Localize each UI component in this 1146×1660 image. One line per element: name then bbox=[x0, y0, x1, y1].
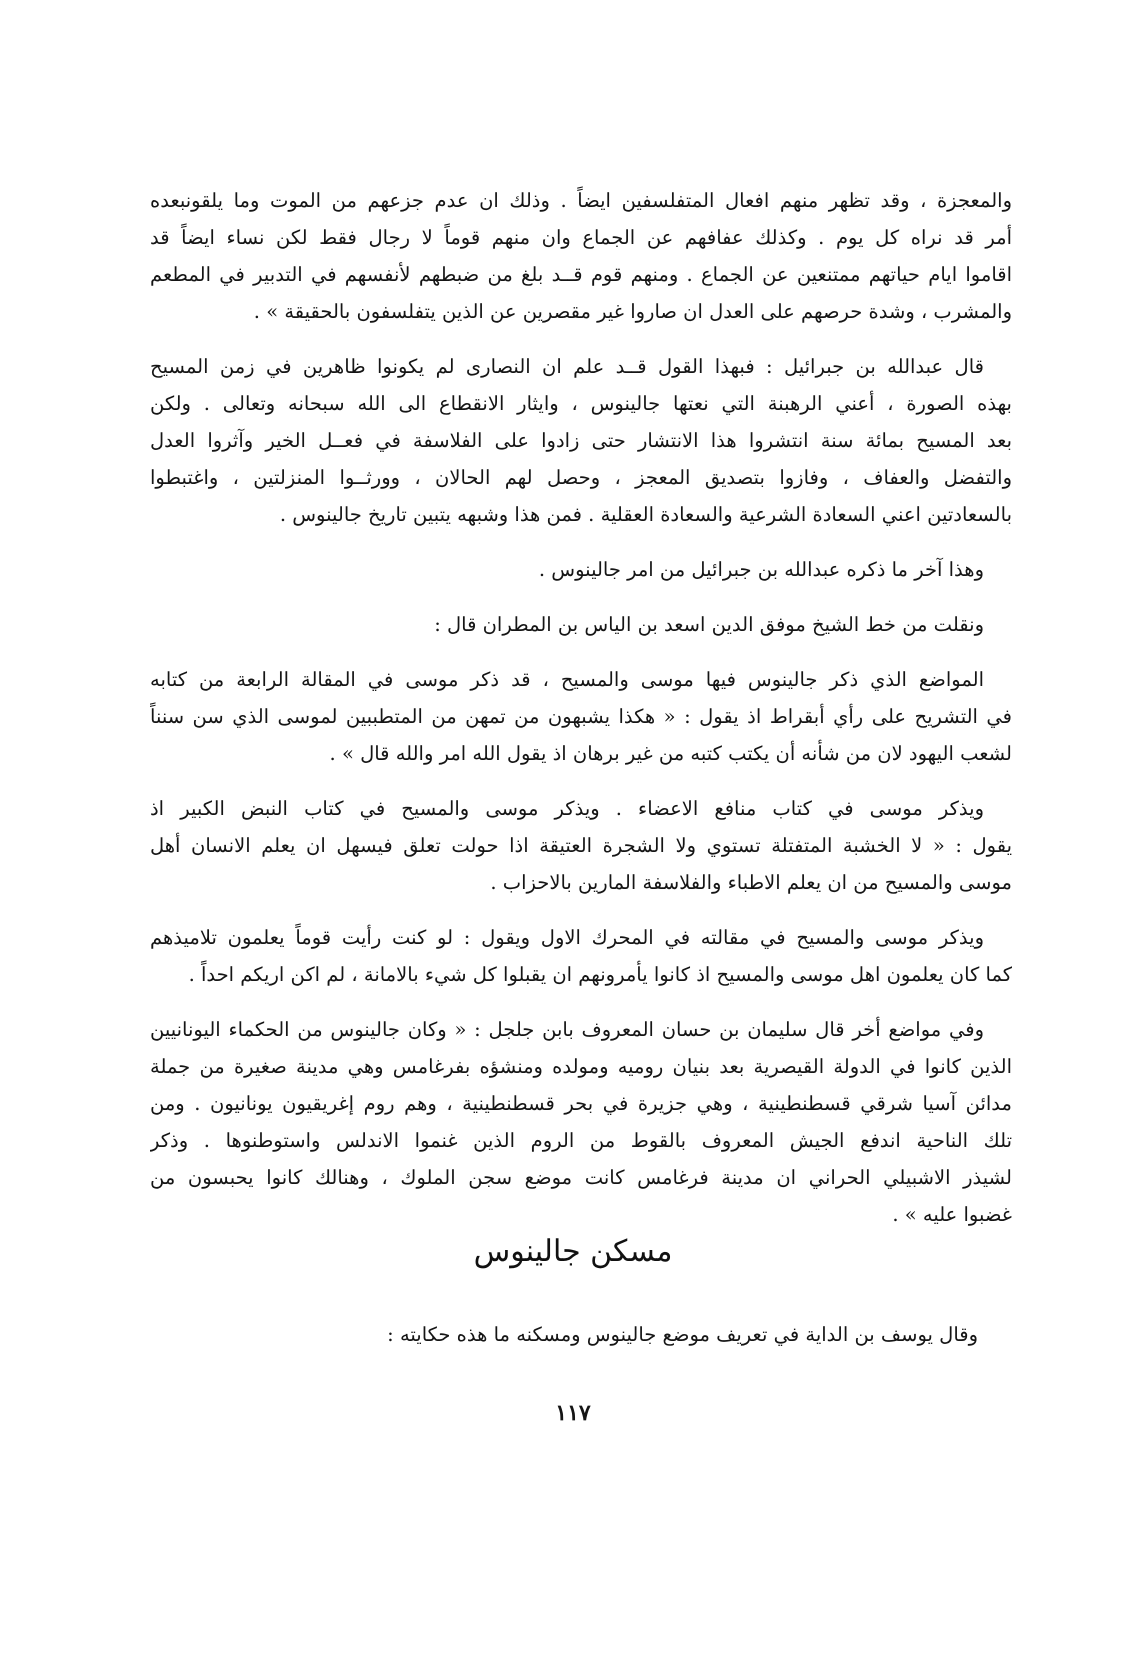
text-line: لشيذر الاشبيلي الحراني ان مدينة فرغامس كانت موضع سجن الملوك ، وهنالك كانوا يحبسون من bbox=[150, 1166, 1012, 1189]
paragraph bbox=[150, 606, 1012, 643]
text-line: اقاموا ايام حياتهم ممتنعين عن الجماع . ومنهم قوم قــد بلغ من ضبطهم لأنفسهم في التدبير في المطعم bbox=[150, 263, 1012, 286]
text-line: والمعجزة ، وقد تظهر منهم افعال المتفلسفين ايضاً . وذلك ان عدم جزعهم من الموت وما يلقونبعده bbox=[150, 189, 1012, 212]
text-line: ويذكر موسى والمسيح في مقالته في المحرك الاول ويقول : لو كنت رأيت قوماً يعلمون تلاميذهم bbox=[150, 926, 984, 949]
paragraph bbox=[150, 790, 1012, 901]
paragraph bbox=[150, 348, 1012, 533]
text-line: ونقلت من خط الشيخ موفق الدين اسعد بن الياس بن المطران قال : bbox=[434, 613, 984, 636]
text-line: في التشريح على رأي أبقراط اذ يقول : « هكذا يشبهون من تمهن من المتطببين لموسى الذي سن سنناً bbox=[150, 705, 1012, 728]
text-line: أمر قد نراه كل يوم . وكذلك عفافهم عن الجماع وان منهم قوماً لا رجال فقط لكن نساء ايضاً قد bbox=[150, 226, 1012, 249]
text-line: والتفضل والعفاف ، وفازوا بتصديق المعجز ، وحصل لهم الحالان ، وورثــوا المنزلتين ، واغتبطوا bbox=[150, 466, 1012, 489]
section-heading: مسكن جالينوس bbox=[473, 1234, 673, 1269]
body-text bbox=[150, 182, 1012, 1251]
text-line: قال عبدالله بن جبرائيل : فبهذا القول قــد علم ان النصارى لم يكونوا ظاهرين في زمن المسيح bbox=[150, 355, 984, 378]
paragraph bbox=[150, 1011, 1012, 1233]
paragraph bbox=[150, 182, 1012, 330]
text-line: والمشرب ، وشدة حرصهم على العدل ان صاروا غير مقصرين عن الذين يتفلسفون بالحقيقة » . bbox=[253, 300, 1012, 323]
text-line: وهذا آخر ما ذكره عبدالله بن جبرائيل من امر جالينوس . bbox=[538, 558, 984, 581]
text-line: بهذه الصورة ، أعني الرهبنة التي نعتها جالينوس ، وايثار الانقطاع الى الله سبحانه وتعالى . ولكن bbox=[150, 392, 1012, 415]
text-line: لشعب اليهود لان من شأنه أن يكتب كتبه من غير برهان اذ يقول الله امر والله قال » . bbox=[329, 742, 1012, 765]
text-line: بالسعادتين اعني السعادة الشرعية والسعادة العقلية . فمن هذا وشبهه يتبين تاريخ جالينوس . bbox=[279, 503, 1012, 526]
text-line: كما كان يعلمون اهل موسى والمسيح اذ كانوا يأمرونهم ان يقبلوا كل شيء بالامانة ، لم اكن اريكم احداً . bbox=[188, 963, 1012, 986]
text-line: ويذكر موسى في كتاب منافع الاعضاء . ويذكر موسى والمسيح في كتاب النبض الكبير اذ bbox=[150, 797, 984, 820]
paragraph bbox=[150, 551, 1012, 588]
text-line: مدائن آسيا شرقي قسطنطينية ، وهي جزيرة في بحر قسطنطينية ، وهم روم إغريقيون يونانيون . ومن bbox=[150, 1092, 1012, 1115]
section-first-line: وقال يوسف بن الداية في تعريف موضع جالينوس ومسكنه ما هذه حكايته : bbox=[387, 1323, 978, 1346]
text-line: بعد المسيح بمائة سنة انتشروا هذا الانتشار حتى زادوا على الفلاسفة في فعــل الخير وآثروا العدل bbox=[150, 429, 1012, 452]
text-line: المواضع الذي ذكر جالينوس فيها موسى والمسيح ، قد ذكر موسى في المقالة الرابعة من كتابه bbox=[150, 668, 984, 691]
text-line: يقول : « لا الخشبة المتفتلة تستوي ولا الشجرة العتيقة اذا حولت تعلق فيسهل ان يعلم الانسان أهل bbox=[150, 834, 1012, 857]
paragraph bbox=[150, 661, 1012, 772]
text-line: غضبوا عليه » . bbox=[892, 1203, 1012, 1226]
page-number: ١١٧ bbox=[555, 1400, 591, 1426]
text-line: الذين كانوا في الدولة القيصرية بعد بنيان روميه ومولده ومنشؤه بفرغامس وهي مدينة صغيرة من جملة bbox=[150, 1055, 1012, 1078]
text-line: وفي مواضع أخر قال سليمان بن حسان المعروف بابن جلجل : « وكان جالينوس من الحكماء اليونانيين bbox=[150, 1018, 984, 1041]
text-line: موسى والمسيح من ان يعلم الاطباء والفلاسفة المارين بالاحزاب . bbox=[490, 871, 1012, 894]
text-line: تلك الناحية اندفع الجيش المعروف بالقوط من الروم الذين غنموا الاندلس واستوطنوها . وذكر bbox=[150, 1129, 1012, 1152]
paragraph bbox=[150, 919, 1012, 993]
